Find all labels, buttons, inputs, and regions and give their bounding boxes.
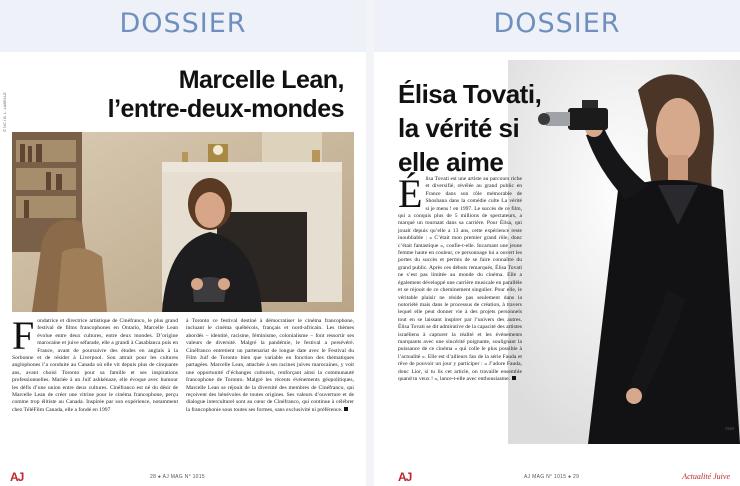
section-label: DOSSIER xyxy=(493,8,621,39)
aj-logo: AJ xyxy=(398,470,412,484)
headline-line: elle aime xyxy=(398,147,504,177)
end-mark xyxy=(512,376,516,380)
article-headline xyxy=(398,77,541,179)
article-headline xyxy=(108,66,344,124)
article-column xyxy=(398,171,522,383)
left-page xyxy=(0,0,366,486)
page-gutter xyxy=(366,0,374,486)
headline-line: la vérité si xyxy=(398,113,520,143)
brand-logo: Actualité Juive xyxy=(682,472,730,481)
photo-credit: © NC / B. L. LABELLE xyxy=(2,92,7,132)
headline-line: Marcelle Lean, xyxy=(178,66,344,94)
headline-line: Élisa Tovati, xyxy=(398,79,542,109)
article-text: ondatrice et directrice artistique de Cinéfranco, le plus grand festival de films francophones en Ontario, Marcelle Lean évolue entre deux cultures, entre deux mondes. D’origine marocaine et juive séfarade, elle a grandi à Casablanca puis en France, avant de poursuivre des études en anglais à la Sorbonne et de résider à Liverpool. Son attrait pour les cultures anglophones l’a conduite au Canada où elle vit depuis plus de cinquante ans, avant choisi Toronto pour sa famille et ses inspirations professionnelles. Mariée à un Juif ashkénaze, elle évoque avec humour les défis d’une union entre deux cultures. Cinéfranco est né du désir de Marcelle Lean de créer une vitrine pour le cinéma francophone, perçu comme trop élitiste au Canada. Inspirée par son expérience, notamment chez TéléFilm Canada, elle a fondé en 1997 xyxy=(12,318,178,413)
photo-credit: ©DR xyxy=(725,426,734,431)
article-text: à Toronto ce festival destiné à démocratiser le cinéma francophone, incluant le cinéma québécois, français et nord-africain. Les thèmes abordés – identité, racisme, féminisme, colonialisme – font ressortir ses valeurs de diversité. Malgré la pandémie, le festival a persévéré. Cinéfranco entretient un partenariat de longue date avec le Festival du Film Juif de Toronto bien que variable en fonction des thématiques partagées. Marcelle Lean, attachée à ses racines juives marocaines, y voit une opportunité d’échanges culturels, renforçant ainsi la communauté francophone de Toronto. Malgré les récents événements géopolitiques, Marcelle Lean se réjouit de la diversité des membres de Cinéfranco, qui reçoivent des bénévoles de toutes origines. Ses valeurs d’ouverture et de dialogue interculturel sont au cœur de Cinéfranco, qui continue à célébrer la francophonie sous toutes ses formes, sans exclusivité ni préférence. xyxy=(186,318,354,413)
page-footer xyxy=(374,468,740,486)
article-column-1 xyxy=(12,313,178,414)
drop-cap: É xyxy=(398,171,423,216)
folio: AJ MAG N° 1015 ● 29 xyxy=(524,474,580,480)
section-label: DOSSIER xyxy=(119,8,247,39)
drop-cap: F xyxy=(12,313,35,358)
folio: 28 ● AJ MAG N° 1015 xyxy=(150,474,205,480)
article-text: lisa Tovati est une artiste au parcours riche et diversifié, révélée au grand public en France dans son rôle mémorable de Shoshana dans la comédie culte La vérité si je mens ! en 1997. Le succès de ce film, qui a conquis plus de 5 millions de spectateurs, a marqué un tournant dans sa carrière. Pour Élisa, qui jouait depuis qu’elle a 13 ans, cette expérience reste inoubliable : « C’était mon premier grand rôle, donc c’était fantastique », confie-t-elle. Incarnant une jeune femme haute en couleur, ce personnage lui a ouvert les portes du succès et permis de se faire connaître du grand public. Après ces débuts remarqués, Élisa Tovati ne s’est pas limitée au monde du cinéma. Elle a également développé une carrière musicale en parallèle et se réjouit de ce cheminement singulier. Pour elle, le véritable plaisir ne réside pas seulement dans la notoriété mais dans le processus de création, à travers lequel elle peut donner vie à des projets personnels tout en se laissant inspirer par l’univers des autres. Élisa Tovati se dit admirative de la capacité des artistes israéliens à capturer la réalité et les événements marquants avec une sincérité poignante, soulignant la puissance de ce cinéma « qui colle le plus possible à l’actualité ». Elle est d’ailleurs fan de la série Fauda et rêve de pouvoir un jour y participer : « J’adore Fauda, donc Lior, si tu lis cet article, on travaille ensemble quand tu veux ! », lance-t-elle avec enthousiasme. xyxy=(398,176,522,382)
article-column-2 xyxy=(186,318,354,414)
aj-logo: AJ xyxy=(10,470,24,484)
end-mark xyxy=(344,407,348,411)
portrait-photo xyxy=(12,132,354,312)
right-page xyxy=(374,0,740,486)
page-footer xyxy=(0,468,366,486)
portrait-photo xyxy=(508,60,740,444)
headline-line: l’entre-deux-mondes xyxy=(107,95,344,123)
